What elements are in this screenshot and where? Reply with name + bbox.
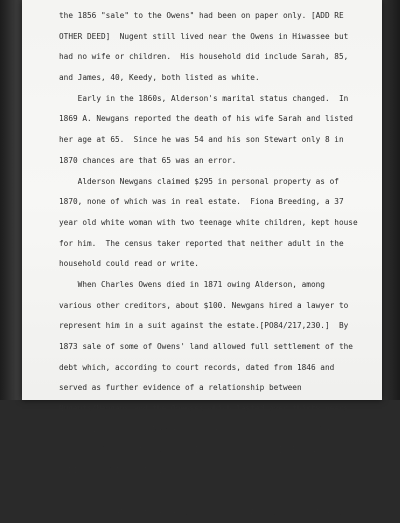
paragraph-gap <box>59 482 379 503</box>
text-line: When Charles Owens died in 1871 owing Alderson, among <box>59 275 379 296</box>
text-line: 1873 sale of some of Owens' land allowed full settlement of the <box>59 337 379 358</box>
text-line: represent him in a suit against the estate.[PO84/217,230.] By <box>59 316 379 337</box>
text-line: 1870, none of which was in real estate. Fiona Breeding, a 37 <box>59 192 379 213</box>
text-line: men now lived by themselves. [Check marriages] [WORK ON THE <box>59 440 379 461</box>
document-page <box>22 0 382 400</box>
text-line: for him. The census taker reported that neither adult in the <box>59 234 379 255</box>
text-line: household could read or write. <box>59 254 379 275</box>
text-line: ENDING OF THIS SECTION] <box>59 461 379 482</box>
document-body <box>59 6 379 523</box>
text-line: Early in the 1860s, Alderson's marital status changed. In <box>59 89 379 110</box>
text-line: In 1880 "Ollen" Newgan was age 65 and Stewart 27. The two <box>59 420 379 441</box>
text-line: Nugents/Newgans and the Owenses which lasted over thirty years. <box>59 399 379 420</box>
text-line: the 1856 "sale" to the Owens" had been on paper only. [ADD RE <box>59 6 379 27</box>
text-line: 1870 chances are that 65 was an error. <box>59 151 379 172</box>
text-line: various other creditors, about $100. Newgans hired a lawyer to <box>59 296 379 317</box>
text-line: Alderson Newgans claimed $295 in personal property as of <box>59 172 379 193</box>
text-line: OTHER DEED] Nugent still lived near the Owens in Hiwassee but <box>59 27 379 48</box>
text-line: and James, 40, Keedy, both listed as white. <box>59 68 379 89</box>
text-line: served as further evidence of a relationship between <box>59 378 379 399</box>
text-line: had no wife or children. His household did include Sarah, 85, <box>59 47 379 68</box>
text-line: her age at 65. Since he was 54 and his son Stewart only 8 in <box>59 130 379 151</box>
text-line: debt which, according to court records, dated from 1846 and <box>59 358 379 379</box>
text-line: As antebellum free persons of color, Anderson and Alderson <box>59 503 379 523</box>
text-line: year old white woman with two teenage white children, kept house <box>59 213 379 234</box>
text-line: 1869 A. Newgans reported the death of his wife Sarah and listed <box>59 109 379 130</box>
